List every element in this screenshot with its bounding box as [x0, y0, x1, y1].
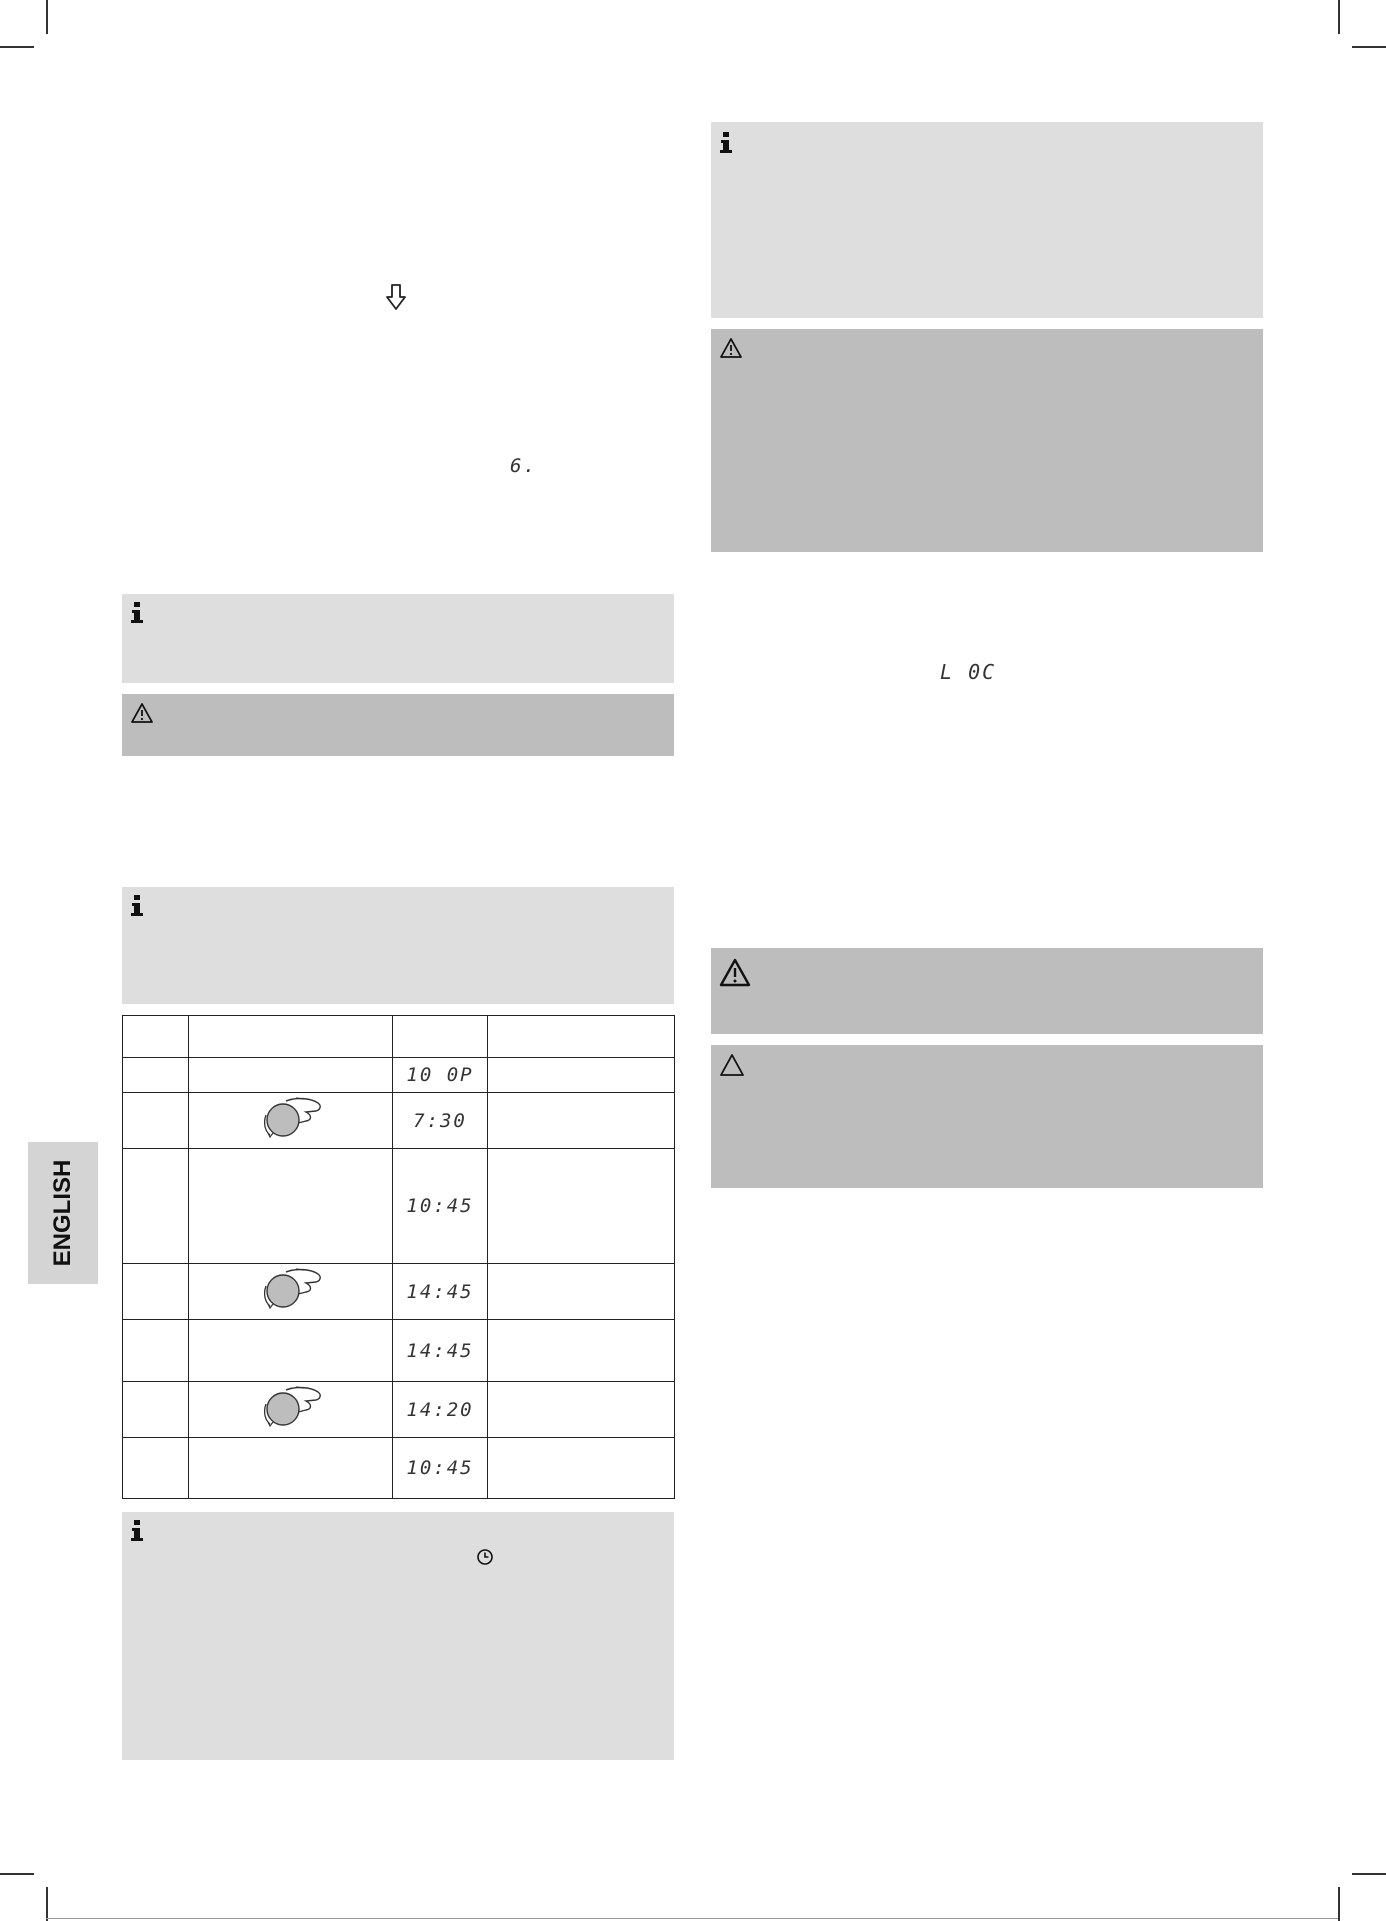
- crop-mark: [0, 1873, 34, 1875]
- table-row: [123, 1438, 675, 1499]
- crop-mark: [46, 1887, 48, 1921]
- table-header-cell: [123, 1016, 189, 1058]
- crop-mark: [1352, 1873, 1386, 1875]
- info-icon: [130, 1520, 144, 1542]
- display-lock-symbol: L 0C: [940, 660, 997, 684]
- info-box: [711, 122, 1263, 318]
- table-row: [123, 1058, 675, 1093]
- warning-icon: [130, 702, 154, 724]
- bottom-rule: [46, 1918, 1338, 1919]
- caution-icon: [719, 1053, 745, 1077]
- display-value: 10 0P: [406, 1064, 474, 1086]
- crop-mark: [46, 0, 48, 34]
- table-row: [123, 1149, 675, 1264]
- info-icon: [130, 895, 144, 917]
- clock-icon: [476, 1548, 494, 1566]
- display-value: 14:20: [406, 1398, 474, 1421]
- table-row: [123, 1093, 675, 1149]
- warning-icon: [719, 958, 751, 988]
- warning-box: [122, 694, 674, 756]
- info-icon: [130, 602, 144, 624]
- table-row: [123, 1320, 675, 1382]
- crop-mark: [1338, 1887, 1340, 1921]
- crop-mark: [1352, 46, 1386, 48]
- crop-mark: [1338, 0, 1340, 34]
- table-row: [123, 1264, 675, 1320]
- timer-table: [122, 1015, 675, 1499]
- display-value: 10:45: [406, 1457, 474, 1479]
- caution-box: [711, 1045, 1263, 1188]
- warning-icon: [719, 337, 743, 359]
- info-box: [122, 594, 674, 683]
- display-value: 7:30: [413, 1109, 467, 1132]
- table-header-cell: [189, 1016, 393, 1058]
- language-tab: [28, 1142, 98, 1284]
- language-label: ENGLISH: [49, 1159, 76, 1267]
- rotary-dial-hand-icon: [256, 1264, 326, 1314]
- warning-box: [711, 329, 1263, 552]
- rotary-dial-hand-icon: [256, 1093, 326, 1143]
- arrow-down-icon: [385, 283, 407, 311]
- warning-box: [711, 948, 1263, 1034]
- display-value: 10:45: [406, 1195, 474, 1217]
- info-box: [122, 1512, 674, 1760]
- display-value: 14:45: [406, 1280, 474, 1303]
- rotary-dial-hand-icon: [256, 1382, 326, 1432]
- table-header-cell: [488, 1016, 675, 1058]
- crop-mark: [0, 46, 34, 48]
- table-row: [123, 1382, 675, 1438]
- table-header-cell: [393, 1016, 488, 1058]
- table-header-row: [123, 1016, 675, 1058]
- display-value: 14:45: [406, 1339, 474, 1362]
- info-box: [122, 887, 674, 1004]
- display-digit-6: 6.: [510, 455, 537, 477]
- info-icon: [719, 132, 733, 154]
